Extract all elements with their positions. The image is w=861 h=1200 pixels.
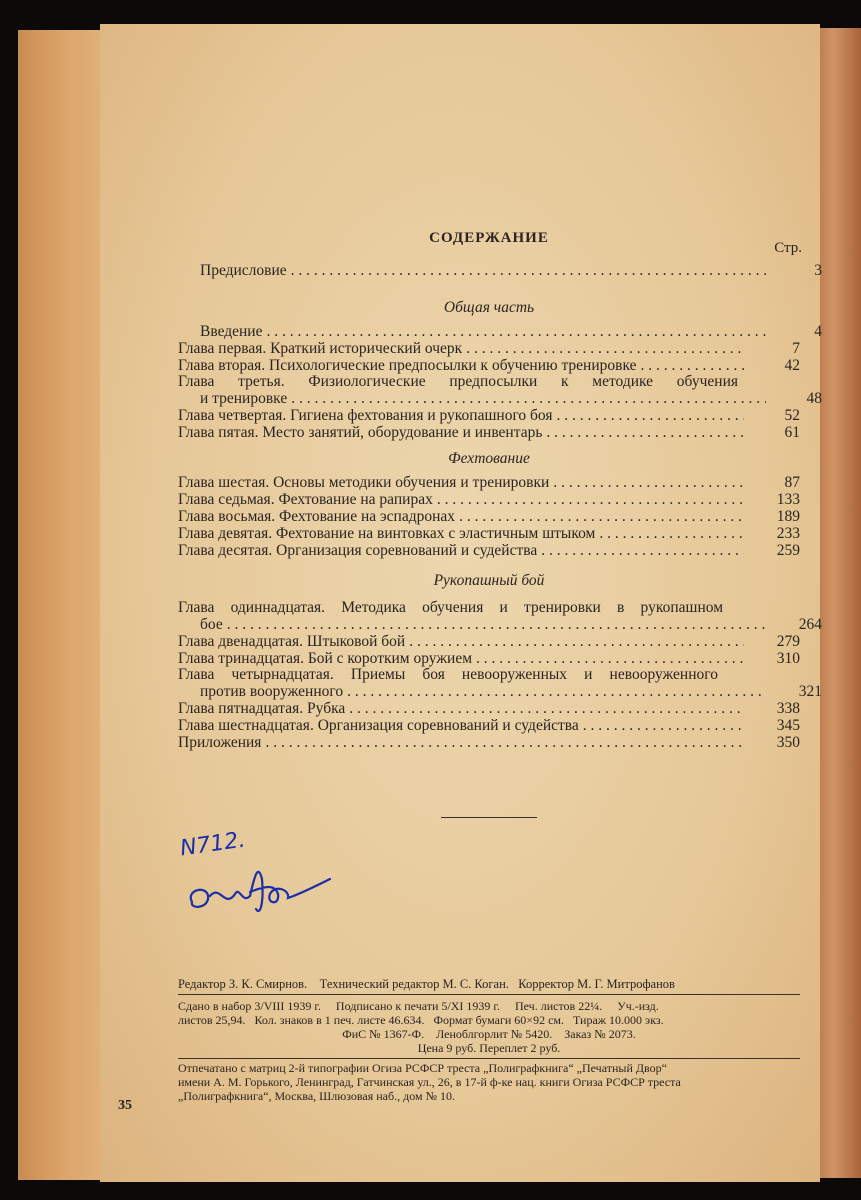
- entry-label: Глава пятнадцатая. Рубка: [178, 700, 346, 717]
- entry-label: Глава вторая. Психологические предпосылки к обучению тренировке: [178, 357, 637, 374]
- entry-label: Введение: [200, 323, 263, 340]
- entry-label: Глава шестая. Основы методики обучения и тренировки: [178, 474, 550, 491]
- entry-page: 233: [776, 525, 800, 542]
- entry-label: Глава десятая. Организация соревнований и судейства: [178, 542, 538, 559]
- entry-page: 4: [814, 323, 822, 340]
- entry-page: 189: [776, 508, 800, 525]
- toc-entry: [178, 734, 800, 751]
- toc-entry: [178, 616, 822, 633]
- toc-entry: [178, 633, 800, 650]
- entry-page: 310: [776, 650, 800, 667]
- editors-line: Редактор З. К. Смирнов. Технический редактор М. С. Коган. Корректор М. Г. Митрофанов: [178, 977, 675, 991]
- imprint-line: ФиС № 1367-Ф. Леноблгорлит № 5420. Заказ № 2073.: [342, 1027, 636, 1041]
- page-edge: [18, 30, 108, 1180]
- toc-entry: [178, 340, 800, 357]
- end-rule: [441, 817, 537, 818]
- section-heading: Рукопашный бой: [433, 572, 545, 589]
- toc-entry: [178, 390, 822, 407]
- page-number: 35: [118, 1098, 132, 1113]
- entry-label: Глава шестнадцатая. Организация соревнований и судейства: [178, 717, 579, 734]
- divider: [178, 1058, 800, 1059]
- section-heading: Фехтование: [448, 450, 530, 467]
- toc-entry-preface: [178, 262, 822, 279]
- entry-page: 42: [784, 357, 800, 374]
- entry-page: 3: [814, 262, 822, 279]
- handwritten-number: N712.: [178, 827, 247, 862]
- toc-entry: [178, 323, 822, 340]
- entry-label: Глава двенадцатая. Штыковой бой: [178, 633, 406, 650]
- toc-entry: [178, 424, 800, 441]
- entry-page: 7: [792, 340, 800, 357]
- entry-page: 259: [776, 542, 800, 559]
- toc-entry: [178, 407, 800, 424]
- toc-entry: [178, 491, 800, 508]
- entry-page: 279: [776, 633, 800, 650]
- toc-entry: [178, 508, 800, 525]
- handwritten-signature: [180, 854, 340, 924]
- toc-entry: [178, 650, 800, 667]
- entry-label: Глава первая. Краткий исторический очерк: [178, 340, 463, 357]
- toc-title: СОДЕРЖАНИЕ: [429, 230, 549, 246]
- entry-page: 48: [806, 390, 822, 407]
- entry-label: Глава четырнадцатая. Приемы боя невооруженных и невооруженного: [178, 666, 718, 683]
- entry-page: 52: [784, 407, 800, 424]
- toc-entry: [178, 525, 800, 542]
- printer-line: „Полиграфкнига“, Москва, Шлюзовая наб., дом № 10.: [178, 1089, 456, 1103]
- section-heading: Общая часть: [443, 299, 535, 316]
- toc-entry: [178, 683, 822, 700]
- entry-label: Глава тринадцатая. Бой с коротким оружием: [178, 650, 473, 667]
- toc-entry: [178, 357, 800, 374]
- toc-entry: [178, 474, 800, 491]
- entry-page: 338: [776, 700, 800, 717]
- entry-page: 321: [798, 683, 822, 700]
- entry-label: Глава третья. Физиологические предпосылки к методике обучения: [178, 373, 738, 390]
- page-column-header: Стр.: [774, 240, 802, 256]
- entry-label: Глава четвертая. Гигиена фехтования и рукопашного боя: [178, 407, 553, 424]
- entry-label-cont: бое: [200, 616, 223, 633]
- entry-page: 345: [776, 717, 800, 734]
- entry-label: Глава седьмая. Фехтование на рапирах: [178, 491, 433, 508]
- entry-label: Предисловие: [200, 262, 287, 279]
- entry-label: Глава одиннадцатая. Методика обучения и тренировки в рукопашном: [178, 599, 723, 616]
- imprint-line: листов 25,94. Кол. знаков в 1 печ. листе 46.634. Формат бумаги 60×92 см. Тираж 10.000 экз.: [178, 1013, 664, 1027]
- printer-line: имени А. М. Горького, Ленинград, Гатчинская ул., 26, в 17-й ф-ке нац. книги Огиза РСФСР треста: [178, 1075, 681, 1089]
- entry-page: 61: [784, 424, 800, 441]
- entry-label: Приложения: [178, 734, 262, 751]
- toc-entry: [178, 700, 800, 717]
- toc-entry: [178, 542, 800, 559]
- entry-page: 133: [776, 491, 800, 508]
- entry-label: Глава восьмая. Фехтование на эспадронах: [178, 508, 456, 525]
- document-page: [100, 24, 820, 1182]
- entry-page: 350: [776, 734, 800, 751]
- entry-label-cont: против вооруженного: [200, 683, 344, 700]
- entry-page: 87: [784, 474, 800, 491]
- toc-entry: [178, 717, 800, 734]
- entry-page: 264: [798, 616, 822, 633]
- entry-label: Глава пятая. Место занятий, оборудование и инвентарь: [178, 424, 543, 441]
- price-line: Цена 9 руб. Переплет 2 руб.: [417, 1041, 561, 1055]
- book-cover-edge: [815, 28, 861, 1178]
- entry-label: Глава девятая. Фехтование на винтовках с эластичным штыком: [178, 525, 596, 542]
- printer-line: Отпечатано с матриц 2-й типографии Огиза РСФСР треста „Полиграфкнига“ „Печатный Двор“: [178, 1061, 667, 1075]
- entry-label-cont: и тренировке: [200, 390, 288, 407]
- imprint-line: Сдано в набор 3/VIII 1939 г. Подписано к печати 5/XI 1939 г. Печ. листов 22¼. Уч.-изд.: [178, 999, 659, 1013]
- divider: [178, 994, 800, 995]
